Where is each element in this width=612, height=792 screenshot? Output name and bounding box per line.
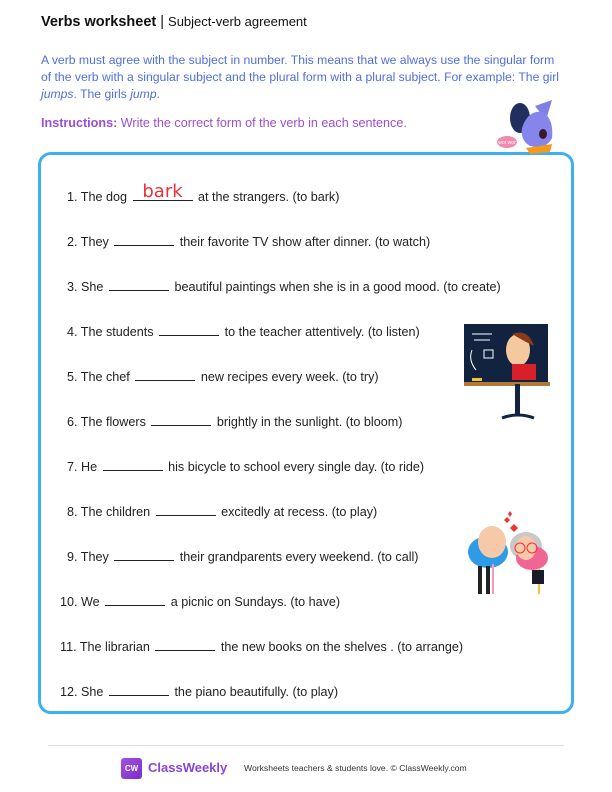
example-plural: jump	[130, 87, 157, 101]
answer-blank[interactable]	[105, 591, 165, 606]
intro-text: A verb must agree with the subject in number. This means that we always use the singular form of the verb with a singular subject and the plural form with a plural subject. For example: The girl	[41, 53, 559, 84]
question-number: 4.	[67, 325, 78, 339]
question-row	[67, 276, 501, 294]
instructions	[41, 116, 407, 130]
worksheet-title	[41, 14, 307, 30]
answer-blank[interactable]	[151, 411, 211, 426]
title-subtitle: Subject-verb agreement	[168, 14, 307, 29]
intro-paragraph	[41, 52, 561, 103]
question-number: 12.	[60, 685, 78, 699]
question-row	[67, 456, 424, 474]
question-row	[67, 501, 377, 519]
question-subject: The students	[80, 325, 154, 339]
question-row	[67, 231, 430, 249]
question-subject: He	[81, 460, 98, 474]
question-rest: new recipes every week. (to try)	[200, 370, 379, 384]
question-row	[60, 591, 340, 609]
instructions-text: Write the correct form of the verb in each sentence.	[117, 116, 407, 130]
question-subject: They	[80, 550, 109, 564]
question-subject: They	[80, 235, 109, 249]
question-rest: excitedly at recess. (to play)	[221, 505, 378, 519]
question-row	[67, 181, 340, 204]
question-row	[67, 321, 420, 339]
answer-blank[interactable]	[133, 181, 193, 202]
answer-blank[interactable]	[155, 636, 215, 651]
question-row	[60, 681, 338, 699]
answer-blank[interactable]	[103, 456, 163, 471]
question-number: 7.	[67, 460, 78, 474]
question-rest: the piano beautifully. (to play)	[174, 685, 339, 699]
answer-blank[interactable]	[156, 501, 216, 516]
teacher-illustration-icon	[462, 320, 552, 422]
instructions-label: Instructions:	[41, 116, 118, 130]
question-rest: their grandparents every weekend. (to call)	[179, 550, 419, 564]
answer-blank[interactable]	[114, 231, 174, 246]
footer-divider	[48, 745, 564, 746]
question-subject: The children	[80, 505, 151, 519]
question-number: 2.	[67, 235, 78, 249]
question-subject: She	[81, 280, 104, 294]
answer-blank[interactable]	[109, 276, 169, 291]
grandparents-illustration-icon	[460, 508, 560, 596]
question-rest: their favorite TV show after dinner. (to watch)	[179, 235, 431, 249]
brand-name: ClassWeekly	[148, 760, 228, 775]
question-row	[67, 546, 419, 564]
question-rest: brightly in the sunlight. (to bloom)	[216, 415, 403, 429]
question-number: 3.	[67, 280, 78, 294]
question-rest: at the strangers. (to bark)	[198, 190, 340, 204]
answer-text: bark	[142, 181, 183, 202]
question-row	[67, 411, 402, 429]
question-rest: to the teacher attentively. (to listen)	[224, 325, 420, 339]
question-subject: We	[81, 595, 100, 609]
question-subject: The flowers	[80, 415, 146, 429]
question-rest: the new books on the shelves . (to arrange)	[220, 640, 464, 654]
question-rest: his bicycle to school every single day. (to ride)	[168, 460, 425, 474]
question-number: 6.	[67, 415, 78, 429]
title-main: Verbs worksheet	[41, 14, 157, 30]
question-row	[67, 366, 379, 384]
title-separator: |	[160, 14, 165, 30]
question-subject: The dog	[80, 190, 128, 204]
question-rest: beautiful paintings when she is in a good mood. (to create)	[174, 280, 501, 294]
answer-blank[interactable]	[159, 321, 219, 336]
question-number: 9.	[67, 550, 78, 564]
svg-text:wor wor: wor wor	[498, 140, 516, 146]
intro-text: .	[156, 87, 160, 101]
dog-mascot-icon	[480, 98, 570, 160]
intro-text: . The girls	[73, 87, 131, 101]
question-number: 5.	[67, 370, 78, 384]
answer-blank[interactable]	[135, 366, 195, 381]
question-subject: The chef	[80, 370, 130, 384]
question-number: 1.	[67, 190, 78, 204]
footer-tagline: Worksheets teachers & students love. © ClassWeekly.com	[244, 763, 467, 773]
classweekly-logo-icon: CW	[121, 758, 142, 779]
question-subject: She	[81, 685, 104, 699]
question-subject: The librarian	[79, 640, 150, 654]
question-number: 10.	[60, 595, 78, 609]
answer-blank[interactable]	[109, 681, 169, 696]
question-row	[60, 636, 463, 654]
question-number: 8.	[67, 505, 78, 519]
answer-blank[interactable]	[114, 546, 174, 561]
question-number: 11.	[60, 640, 77, 654]
example-singular: jumps	[41, 87, 74, 101]
question-rest: a picnic on Sundays. (to have)	[170, 595, 341, 609]
